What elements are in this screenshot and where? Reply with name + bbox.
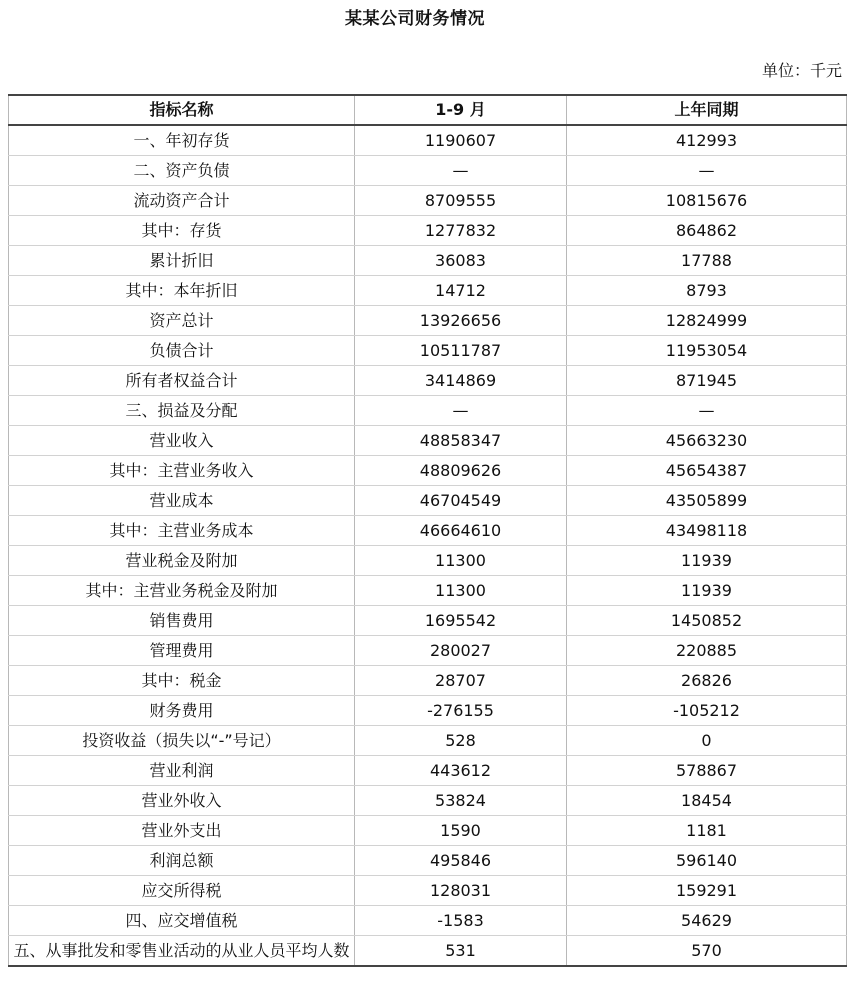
current-period-value: 14712 [355,276,567,306]
indicator-name-cell: 营业收入 [9,426,355,456]
table-row [9,486,847,516]
current-period-value: 48809626 [355,456,567,486]
table-row [9,846,847,876]
current-period-value: 46704549 [355,486,567,516]
current-period-value: -276155 [355,696,567,726]
prior-period-value: 43498118 [567,516,847,546]
table-header-row [9,95,847,125]
indicator-name-cell: 负债合计 [9,336,355,366]
current-period-value: 1277832 [355,216,567,246]
current-period-value: 528 [355,726,567,756]
current-period-value: 10511787 [355,336,567,366]
indicator-name-cell: 利润总额 [9,846,355,876]
current-period-value: 3414869 [355,366,567,396]
indicator-name-cell: 其中：本年折旧 [9,276,355,306]
table-row [9,576,847,606]
table-row [9,786,847,816]
prior-period-value: 11953054 [567,336,847,366]
current-period-value: 495846 [355,846,567,876]
page-title: 某某公司财务情况 [345,9,485,29]
prior-period-value: 578867 [567,756,847,786]
prior-period-value: 12824999 [567,306,847,336]
current-period-value: -1583 [355,906,567,936]
table-row [9,246,847,276]
prior-period-value: 11939 [567,546,847,576]
prior-period-value: 871945 [567,366,847,396]
table-row [9,426,847,456]
prior-period-value: 570 [567,936,847,967]
indicator-name-cell: 三、损益及分配 [9,396,355,426]
financial-table [8,94,847,967]
indicator-name-cell: 营业外收入 [9,786,355,816]
table-row [9,306,847,336]
current-period-value: 1695542 [355,606,567,636]
table-row [9,666,847,696]
indicator-name-cell: 流动资产合计 [9,186,355,216]
table-row [9,276,847,306]
indicator-name-cell: 所有者权益合计 [9,366,355,396]
header-indicator-name: 指标名称 [9,95,355,125]
current-period-value: 8709555 [355,186,567,216]
indicator-name-cell: 营业成本 [9,486,355,516]
indicator-name-cell: 营业外支出 [9,816,355,846]
table-row [9,816,847,846]
header-prior-period: 上年同期 [567,95,847,125]
prior-period-value: 11939 [567,576,847,606]
indicator-name-cell: 资产总计 [9,306,355,336]
prior-period-value: 8793 [567,276,847,306]
current-period-value: 1190607 [355,125,567,156]
prior-period-value: 864862 [567,216,847,246]
indicator-name-cell: 其中：主营业务收入 [9,456,355,486]
table-row [9,906,847,936]
table-row [9,336,847,366]
current-period-value: 48858347 [355,426,567,456]
header-current-period: 1-9 月 [355,95,567,125]
table-row [9,125,847,156]
table-row [9,546,847,576]
table-row [9,726,847,756]
indicator-name-cell: 管理费用 [9,636,355,666]
current-period-value: 28707 [355,666,567,696]
prior-period-value: 17788 [567,246,847,276]
table-row [9,876,847,906]
table-row [9,756,847,786]
prior-period-value: 596140 [567,846,847,876]
indicator-name-cell: 其中：税金 [9,666,355,696]
indicator-name-cell: 销售费用 [9,606,355,636]
current-period-value: 128031 [355,876,567,906]
current-period-value: — [355,396,567,426]
current-period-value: 531 [355,936,567,967]
table-row [9,606,847,636]
current-period-value: 11300 [355,576,567,606]
table-row [9,516,847,546]
table-row [9,936,847,967]
indicator-name-cell: 四、应交增值税 [9,906,355,936]
table-row [9,186,847,216]
current-period-value: 11300 [355,546,567,576]
current-period-value: 1590 [355,816,567,846]
current-period-value: 36083 [355,246,567,276]
indicator-name-cell: 投资收益（损失以“-”号记） [9,726,355,756]
table-row [9,396,847,426]
indicator-name-cell: 营业税金及附加 [9,546,355,576]
indicator-name-cell: 累计折旧 [9,246,355,276]
indicator-name-cell: 五、从事批发和零售业活动的从业人员平均人数 [9,936,355,967]
table-body [9,125,847,966]
prior-period-value: 18454 [567,786,847,816]
indicator-name-cell: 二、资产负债 [9,156,355,186]
prior-period-value: 26826 [567,666,847,696]
prior-period-value: 159291 [567,876,847,906]
table-row [9,366,847,396]
table-row [9,216,847,246]
current-period-value: 280027 [355,636,567,666]
prior-period-value: 1450852 [567,606,847,636]
prior-period-value: 1181 [567,816,847,846]
current-period-value: 53824 [355,786,567,816]
prior-period-value: 220885 [567,636,847,666]
prior-period-value: 0 [567,726,847,756]
table-row [9,156,847,186]
indicator-name-cell: 应交所得税 [9,876,355,906]
indicator-name-cell: 其中：主营业务税金及附加 [9,576,355,606]
current-period-value: — [355,156,567,186]
prior-period-value: 412993 [567,125,847,156]
prior-period-value: 45654387 [567,456,847,486]
indicator-name-cell: 一、年初存货 [9,125,355,156]
table-row [9,696,847,726]
prior-period-value: 10815676 [567,186,847,216]
prior-period-value: -105212 [567,696,847,726]
indicator-name-cell: 营业利润 [9,756,355,786]
table-row [9,636,847,666]
unit-label: 单位：千元 [761,61,842,80]
prior-period-value: 43505899 [567,486,847,516]
current-period-value: 46664610 [355,516,567,546]
indicator-name-cell: 其中：主营业务成本 [9,516,355,546]
current-period-value: 13926656 [355,306,567,336]
prior-period-value: 45663230 [567,426,847,456]
prior-period-value: 54629 [567,906,847,936]
indicator-name-cell: 财务费用 [9,696,355,726]
indicator-name-cell: 其中：存货 [9,216,355,246]
prior-period-value: — [567,396,847,426]
prior-period-value: — [567,156,847,186]
current-period-value: 443612 [355,756,567,786]
table-row [9,456,847,486]
